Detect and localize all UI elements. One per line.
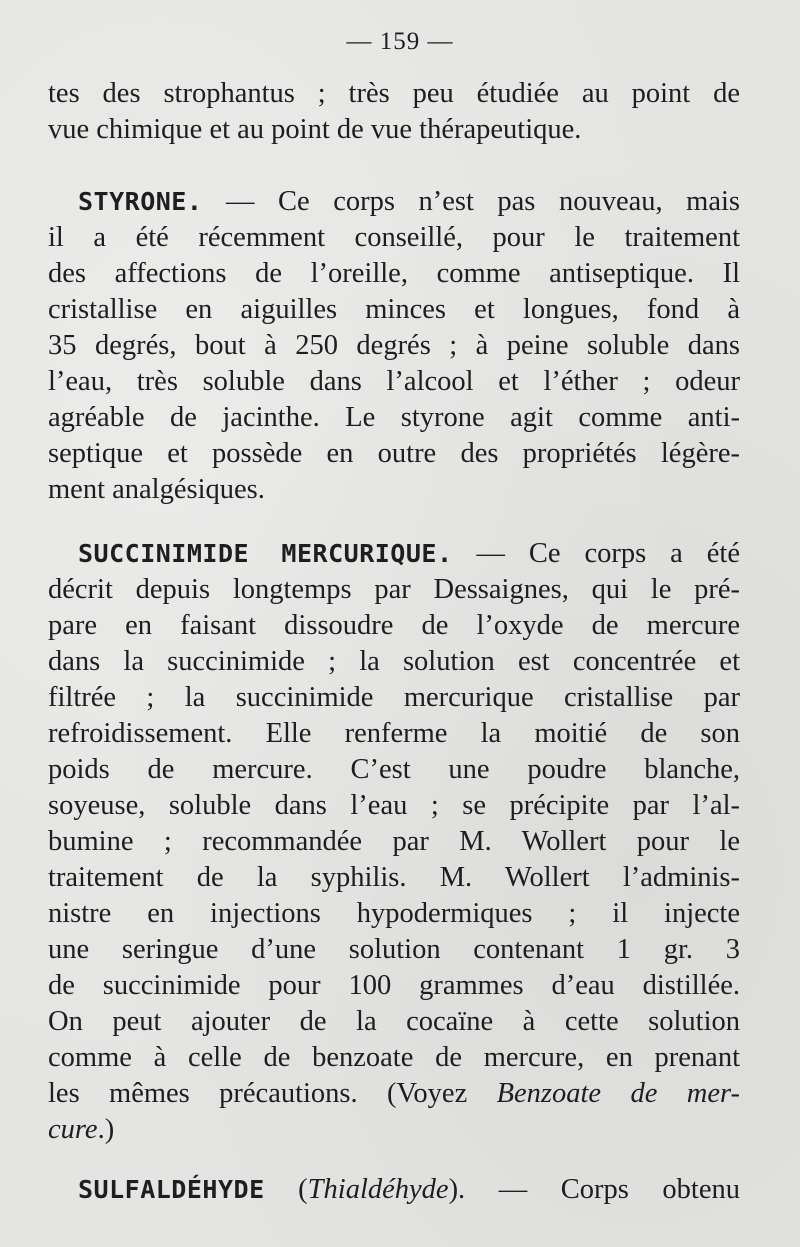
text-segment: — Ce corps n’est pas nouveau, mais [202,186,740,217]
text-line: il a été récemment conseillé, pour le traitement [48,222,740,253]
text-segment: — Ce corps a été [452,538,740,569]
text-line: dans la succinimide ; la solution est concentrée et [48,646,740,677]
text-line: refroidissement. Elle renferme la moitié de son [48,718,740,749]
text-line: On peut ajouter de la cocaïne à cette solution [48,1006,740,1037]
text-line: poids de mercure. C’est une poudre blanche, [48,754,740,785]
text-line: bumine ; recommandée par M. Wollert pour le [48,826,740,857]
text-line: soyeuse, soluble dans l’eau ; se précipite par l’al- [48,790,740,821]
text-line: septique et possède en outre des propriétés légère- [48,438,740,469]
text-line: nistre en injections hypodermiques ; il injecte [48,898,740,929]
text-line: ment analgésiques. [48,474,265,505]
entry-succinimide-first-line [78,536,740,572]
text-line: décrit depuis longtemps par Dessaignes, qui le pré- [48,574,740,605]
italic-reference: Benzoate de mer- [496,1078,740,1109]
text-line: comme à celle de benzoate de mercure, en prenant [48,1042,740,1073]
entry-sulfaldehyde-first-line [78,1172,740,1208]
italic-synonym: Thialdéhyde [307,1174,449,1205]
text-line: filtrée ; la succinimide mercurique cristallise par [48,682,740,713]
text-segment: .) [97,1114,115,1145]
text-line: des affections de l’oreille, comme antiseptique. Il [48,258,740,289]
entry-heading-succinimide: SUCCINIMIDE MERCURIQUE. [78,539,453,568]
text-segment: les mêmes précautions. (Voyez [48,1078,497,1109]
entry-heading-sulfaldehyde: SULFALDÉHYDE [78,1175,265,1204]
text-line: cristallise en aiguilles minces et longues, fond à [48,294,740,325]
text-line: une seringue d’une solution contenant 1 gr. 3 [48,934,740,965]
italic-reference: cure [48,1114,98,1145]
text-line [48,1112,740,1148]
text-line: vue chimique et au point de vue thérapeutique. [48,114,582,145]
text-line: de succinimide pour 100 grammes d’eau distillée. [48,970,740,1001]
entry-heading-styrone: STYRONE. [78,187,203,216]
text-line: tes des strophantus ; très peu étudiée au point de [48,78,740,109]
page-number: — 159 — [346,28,454,55]
text-segment: ). — Corps obtenu [448,1174,740,1205]
text-line: agréable de jacinthe. Le styrone agit comme anti- [48,402,740,433]
text-segment: ( [264,1174,308,1205]
text-line [48,1076,740,1112]
text-line: l’eau, très soluble dans l’alcool et l’éther ; odeur [48,366,740,397]
text-line: traitement de la syphilis. M. Wollert l’adminis- [48,862,740,893]
text-line: pare en faisant dissoudre de l’oxyde de mercure [48,610,740,641]
text-line: 35 degrés, bout à 250 degrés ; à peine soluble dans [48,330,740,361]
entry-styrone-first-line [78,184,740,220]
